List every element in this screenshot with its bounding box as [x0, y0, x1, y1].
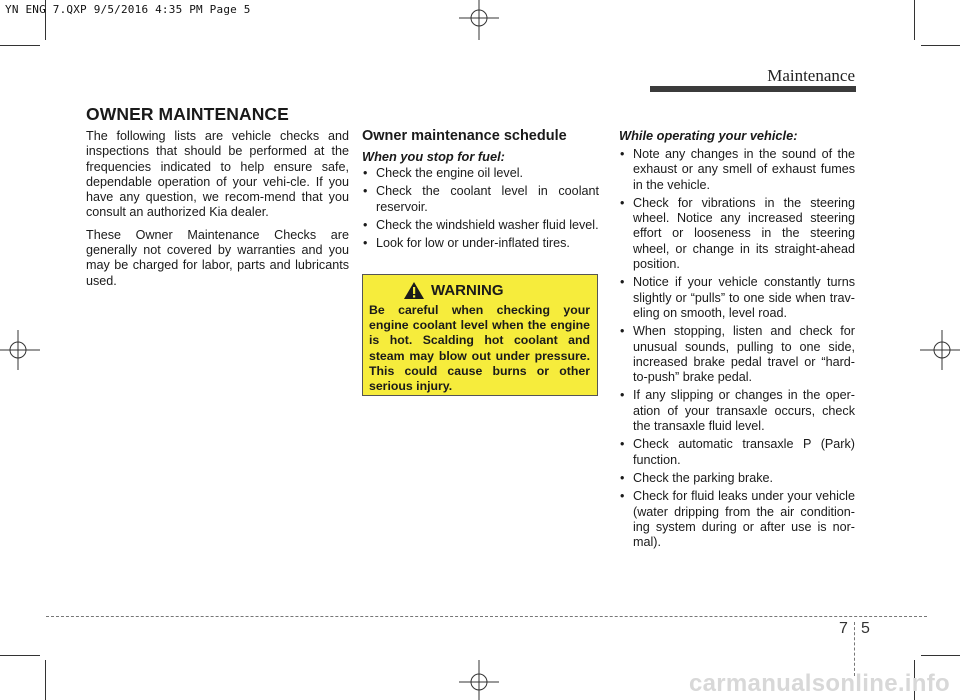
intro-paragraph: The following lists are vehicle checks and inspections that should be performed at the frequencies indicated to help ensure safe, dependable operation of your vehi-cle. If you have any question, we recom-mend that you consult an authorized Kia dealer. [86, 129, 349, 220]
bullet: • [620, 324, 625, 339]
schedule-column [362, 128, 599, 254]
list-item: • When stopping, listen and check for unusual sounds, pulling to one side, increased brake pedal travel or “hard-to-push” brake pedal. [620, 324, 855, 385]
schedule-heading: Owner maintenance schedule [362, 128, 567, 144]
print-slug: YN ENG 7.QXP 9/5/2016 4:35 PM Page 5 [5, 3, 251, 16]
section-title: Maintenance [767, 66, 855, 85]
warning-text: Be careful when checking your engine coolant level when the engine is hot. Scalding hot coolant and steam may blow out under pressure. This could cause burns or other serious injury. [369, 303, 590, 394]
list-item: • Check the coolant level in coolant reservoir. [363, 184, 599, 214]
crop-mark [921, 45, 960, 46]
registration-mark-icon [920, 330, 960, 370]
header-rule [650, 86, 856, 92]
bullet: • [620, 388, 625, 403]
page-number: 5 [861, 620, 870, 637]
intro-paragraph: These Owner Maintenance Checks are generally not covered by warranties and you may be charged for labor, parts and lubricants used. [86, 227, 349, 288]
registration-mark-icon [0, 330, 40, 370]
page-title: OWNER MAINTENANCE [86, 104, 289, 124]
list-item: • Notice if your vehicle constantly turns slightly or “pulls” to one side when trav-eling on smooth, level road. [620, 275, 855, 320]
bullet: • [620, 147, 625, 161]
warning-title: WARNING [431, 282, 504, 299]
crop-mark [0, 655, 40, 656]
footer-rule [46, 616, 927, 617]
list-item: • Look for low or under-inflated tires. [363, 236, 570, 251]
list-item: • If any slipping or changes in the oper-ation of your transaxle occurs, check the transaxle fluid level. [620, 388, 855, 434]
bullet: • [363, 184, 368, 199]
bullet: • [363, 166, 368, 180]
list-item: • Check automatic transaxle P (Park) function. [620, 437, 855, 467]
list-item: • Check for vibrations in the steering wheel. Notice any increased steering effort or looseness in the steering wheel, or change in its straight-ahead position. [620, 195, 855, 272]
fuel-checklist [362, 166, 599, 251]
bullet: • [363, 236, 368, 251]
list-item: • Check the windshield washer fluid level. [363, 217, 599, 232]
registration-mark-icon [459, 0, 499, 40]
list-item: • Note any changes in the sound of the exhaust or any smell of exhaust fumes in the vehicle. [620, 147, 855, 192]
bullet: • [363, 217, 368, 232]
footer-divider [854, 622, 855, 676]
crop-mark [914, 0, 915, 40]
bullet: • [620, 470, 625, 485]
fuel-subheading: When you stop for fuel: [362, 149, 505, 164]
intro-column [86, 129, 349, 296]
bullet: • [620, 195, 625, 210]
bullet: • [620, 489, 625, 504]
warning-triangle-icon [403, 281, 425, 300]
warning-box [362, 274, 598, 396]
chapter-number: 7 [839, 620, 848, 637]
warning-header [403, 281, 590, 300]
registration-mark-icon [459, 660, 499, 700]
bullet: • [620, 275, 625, 290]
list-item: • Check for fluid leaks under your vehicle (water dripping from the air condition-ing system during or after use is nor-mal). [620, 489, 855, 550]
operating-checklist [619, 147, 855, 550]
list-item: • Check the parking brake. [620, 470, 774, 485]
crop-mark [921, 655, 960, 656]
operating-subheading: While operating your vehicle: [619, 128, 798, 143]
crop-mark [0, 45, 40, 46]
list-item: • Check the engine oil level. [363, 166, 524, 180]
crop-mark [45, 660, 46, 700]
bullet: • [620, 437, 625, 452]
operating-column [619, 128, 855, 553]
watermark: carmanualsonline.info [688, 670, 950, 697]
